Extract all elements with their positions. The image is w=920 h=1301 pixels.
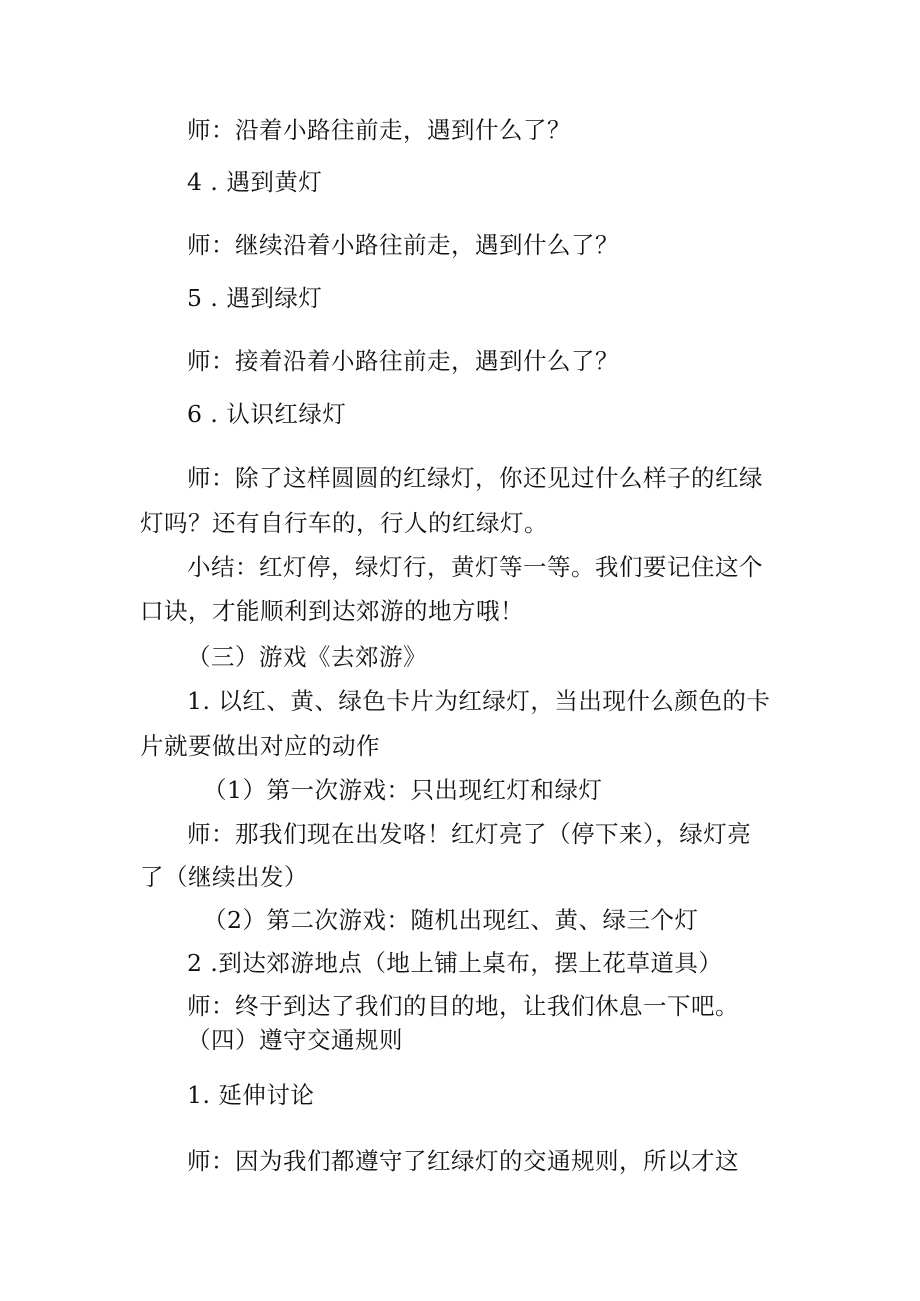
text-line: 灯吗？还有自行车的，行人的红绿灯。 xyxy=(140,509,548,537)
text-line: 师：那我们现在出发咯！红灯亮了（停下来），绿灯亮 xyxy=(187,820,752,848)
text-line: 5 . 遇到绿灯 xyxy=(187,284,323,312)
text-line: 口诀，才能顺利到达郊游的地方哦！ xyxy=(140,597,524,625)
text-line: 片就要做出对应的动作 xyxy=(140,732,380,760)
text-line: 师：继续沿着小路往前走，遇到什么了？ xyxy=(187,231,619,259)
text-line: 师：终于到达了我们的目的地，让我们休息一下吧。 xyxy=(187,992,739,1020)
text-line: 1. 以红、黄、绿色卡片为红绿灯，当出现什么颜色的卡 xyxy=(187,687,771,715)
text-line: 师：因为我们都遵守了红绿灯的交通规则，所以才这 xyxy=(187,1147,739,1175)
section-heading: （四）遵守交通规则 xyxy=(187,1026,403,1054)
text-line: 师：除了这样圆圆的红绿灯，你还见过什么样子的红绿 xyxy=(187,464,763,492)
text-line: 2 .到达郊游地点（地上铺上桌布，摆上花草道具） xyxy=(187,949,723,977)
text-line: （1）第一次游戏：只出现红灯和绿灯 xyxy=(203,776,603,804)
text-line: 小结：红灯停，绿灯行，黄灯等一等。我们要记住这个 xyxy=(187,553,763,581)
text-line: 4 . 遇到黄灯 xyxy=(187,168,323,196)
text-line: （2）第二次游戏：随机出现红、黄、绿三个灯 xyxy=(203,906,699,934)
text-line: 6 . 认识红绿灯 xyxy=(187,400,347,428)
text-line: 师：沿着小路往前走，遇到什么了？ xyxy=(187,116,571,144)
text-line: 了（继续出发） xyxy=(140,863,308,891)
text-line: 师：接着沿着小路往前走，遇到什么了？ xyxy=(187,347,619,375)
text-line: 1. 延伸讨论 xyxy=(187,1081,315,1109)
section-heading: （三）游戏《去郊游》 xyxy=(187,643,427,671)
